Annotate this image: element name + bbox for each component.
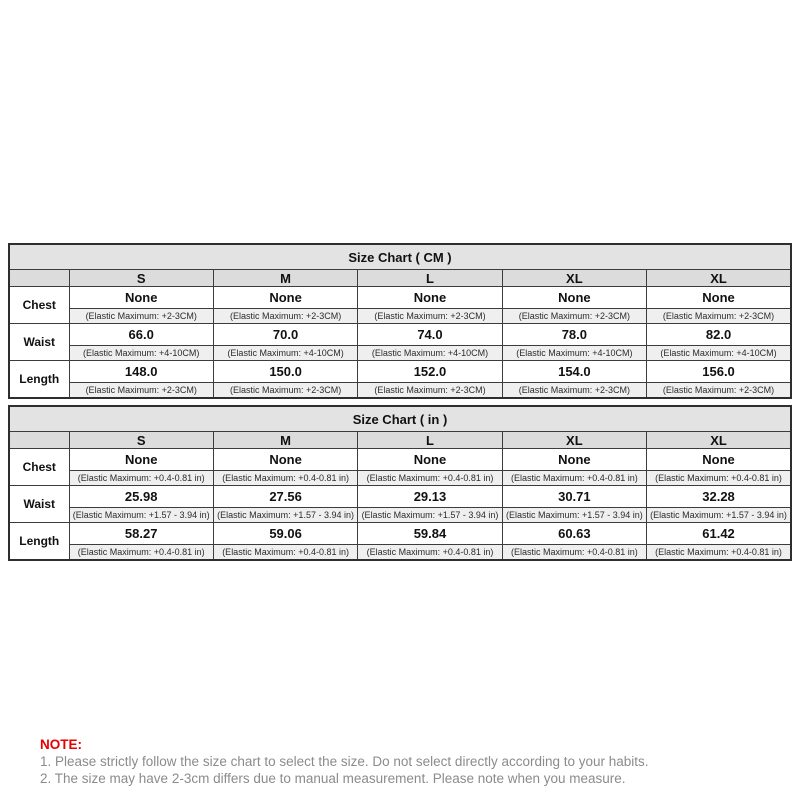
elastic-note-row	[9, 508, 791, 523]
measurement-value: 58.27	[69, 523, 213, 545]
elastic-maximum-note: (Elastic Maximum: +1.57 - 3.94 in)	[69, 508, 213, 523]
elastic-note-row	[9, 346, 791, 361]
corner-cell	[9, 270, 69, 287]
measurement-value: 154.0	[502, 361, 646, 383]
table-header-row	[9, 432, 791, 449]
note-section	[40, 736, 780, 787]
elastic-note-row	[9, 471, 791, 486]
elastic-maximum-note: (Elastic Maximum: +0.4-0.81 in)	[358, 471, 502, 486]
corner-cell	[9, 432, 69, 449]
elastic-maximum-note: (Elastic Maximum: +1.57 - 3.94 in)	[213, 508, 357, 523]
measurement-value: None	[502, 449, 646, 471]
measurement-value: 32.28	[647, 486, 791, 508]
elastic-note-row	[9, 383, 791, 399]
measurement-value: 74.0	[358, 324, 502, 346]
measurement-value: 152.0	[358, 361, 502, 383]
elastic-maximum-note: (Elastic Maximum: +2-3CM)	[213, 309, 357, 324]
measurement-label: Waist	[9, 486, 69, 523]
measurement-value: 60.63	[502, 523, 646, 545]
elastic-maximum-note: (Elastic Maximum: +0.4-0.81 in)	[69, 545, 213, 561]
size-column-header: XL	[502, 432, 646, 449]
size-column-header: S	[69, 270, 213, 287]
elastic-maximum-note: (Elastic Maximum: +0.4-0.81 in)	[647, 471, 791, 486]
measurement-value: None	[69, 449, 213, 471]
measurement-value: 25.98	[69, 486, 213, 508]
elastic-maximum-note: (Elastic Maximum: +4-10CM)	[502, 346, 646, 361]
measurement-value: 30.71	[502, 486, 646, 508]
elastic-maximum-note: (Elastic Maximum: +2-3CM)	[502, 383, 646, 399]
elastic-maximum-note: (Elastic Maximum: +1.57 - 3.94 in)	[358, 508, 502, 523]
elastic-maximum-note: (Elastic Maximum: +2-3CM)	[358, 383, 502, 399]
measurement-value: 61.42	[647, 523, 791, 545]
measurement-value: None	[69, 287, 213, 309]
size-column-header: L	[358, 270, 502, 287]
measurement-value: 70.0	[213, 324, 357, 346]
measurement-value: None	[213, 287, 357, 309]
size-column-header: XL	[647, 432, 791, 449]
elastic-maximum-note: (Elastic Maximum: +2-3CM)	[647, 383, 791, 399]
measurement-value-row	[9, 523, 791, 545]
note-heading: NOTE:	[40, 737, 82, 752]
measurement-label: Chest	[9, 287, 69, 324]
measurement-value: None	[502, 287, 646, 309]
table-title-row	[9, 406, 791, 432]
elastic-maximum-note: (Elastic Maximum: +0.4-0.81 in)	[213, 471, 357, 486]
measurement-value: 148.0	[69, 361, 213, 383]
measurement-value: 59.84	[358, 523, 502, 545]
measurement-value: None	[647, 449, 791, 471]
table-title-row	[9, 244, 791, 270]
measurement-value: 27.56	[213, 486, 357, 508]
elastic-maximum-note: (Elastic Maximum: +1.57 - 3.94 in)	[502, 508, 646, 523]
measurement-label: Length	[9, 523, 69, 561]
elastic-maximum-note: (Elastic Maximum: +2-3CM)	[647, 309, 791, 324]
elastic-maximum-note: (Elastic Maximum: +4-10CM)	[213, 346, 357, 361]
elastic-maximum-note: (Elastic Maximum: +2-3CM)	[502, 309, 646, 324]
measurement-value: None	[213, 449, 357, 471]
measurement-value: 29.13	[358, 486, 502, 508]
size-column-header: S	[69, 432, 213, 449]
elastic-maximum-note: (Elastic Maximum: +2-3CM)	[358, 309, 502, 324]
table-header-row	[9, 270, 791, 287]
measurement-label: Waist	[9, 324, 69, 361]
elastic-maximum-note: (Elastic Maximum: +4-10CM)	[647, 346, 791, 361]
elastic-maximum-note: (Elastic Maximum: +4-10CM)	[358, 346, 502, 361]
size-column-header: L	[358, 432, 502, 449]
size-chart-table	[8, 405, 792, 561]
measurement-value: None	[647, 287, 791, 309]
measurement-value-row	[9, 361, 791, 383]
elastic-maximum-note: (Elastic Maximum: +0.4-0.81 in)	[69, 471, 213, 486]
elastic-maximum-note: (Elastic Maximum: +0.4-0.81 in)	[502, 471, 646, 486]
size-column-header: XL	[502, 270, 646, 287]
measurement-label: Chest	[9, 449, 69, 486]
table-title: Size Chart ( in )	[9, 406, 791, 432]
elastic-maximum-note: (Elastic Maximum: +1.57 - 3.94 in)	[647, 508, 791, 523]
measurement-value: 150.0	[213, 361, 357, 383]
measurement-value: 59.06	[213, 523, 357, 545]
size-chart-table	[8, 243, 792, 399]
elastic-maximum-note: (Elastic Maximum: +0.4-0.81 in)	[502, 545, 646, 561]
elastic-maximum-note: (Elastic Maximum: +2-3CM)	[213, 383, 357, 399]
elastic-maximum-note: (Elastic Maximum: +0.4-0.81 in)	[358, 545, 502, 561]
size-chart-tables	[8, 243, 792, 567]
elastic-maximum-note: (Elastic Maximum: +4-10CM)	[69, 346, 213, 361]
size-column-header: M	[213, 270, 357, 287]
elastic-note-row	[9, 545, 791, 561]
measurement-value: 78.0	[502, 324, 646, 346]
elastic-maximum-note: (Elastic Maximum: +2-3CM)	[69, 383, 213, 399]
measurement-value: 156.0	[647, 361, 791, 383]
measurement-value: None	[358, 449, 502, 471]
measurement-value-row	[9, 486, 791, 508]
measurement-value-row	[9, 449, 791, 471]
size-column-header: XL	[647, 270, 791, 287]
measurement-value: 66.0	[69, 324, 213, 346]
elastic-maximum-note: (Elastic Maximum: +0.4-0.81 in)	[647, 545, 791, 561]
note-line-1: 1. Please strictly follow the size chart to select the size. Do not select directly according to your habits.	[40, 754, 649, 769]
table-title: Size Chart ( CM )	[9, 244, 791, 270]
elastic-maximum-note: (Elastic Maximum: +0.4-0.81 in)	[213, 545, 357, 561]
measurement-value: 82.0	[647, 324, 791, 346]
size-column-header: M	[213, 432, 357, 449]
note-line-2: 2. The size may have 2-3cm differs due to manual measurement. Please note when you measure.	[40, 771, 626, 786]
measurement-value-row	[9, 324, 791, 346]
measurement-value-row	[9, 287, 791, 309]
elastic-maximum-note: (Elastic Maximum: +2-3CM)	[69, 309, 213, 324]
measurement-value: None	[358, 287, 502, 309]
elastic-note-row	[9, 309, 791, 324]
measurement-label: Length	[9, 361, 69, 399]
